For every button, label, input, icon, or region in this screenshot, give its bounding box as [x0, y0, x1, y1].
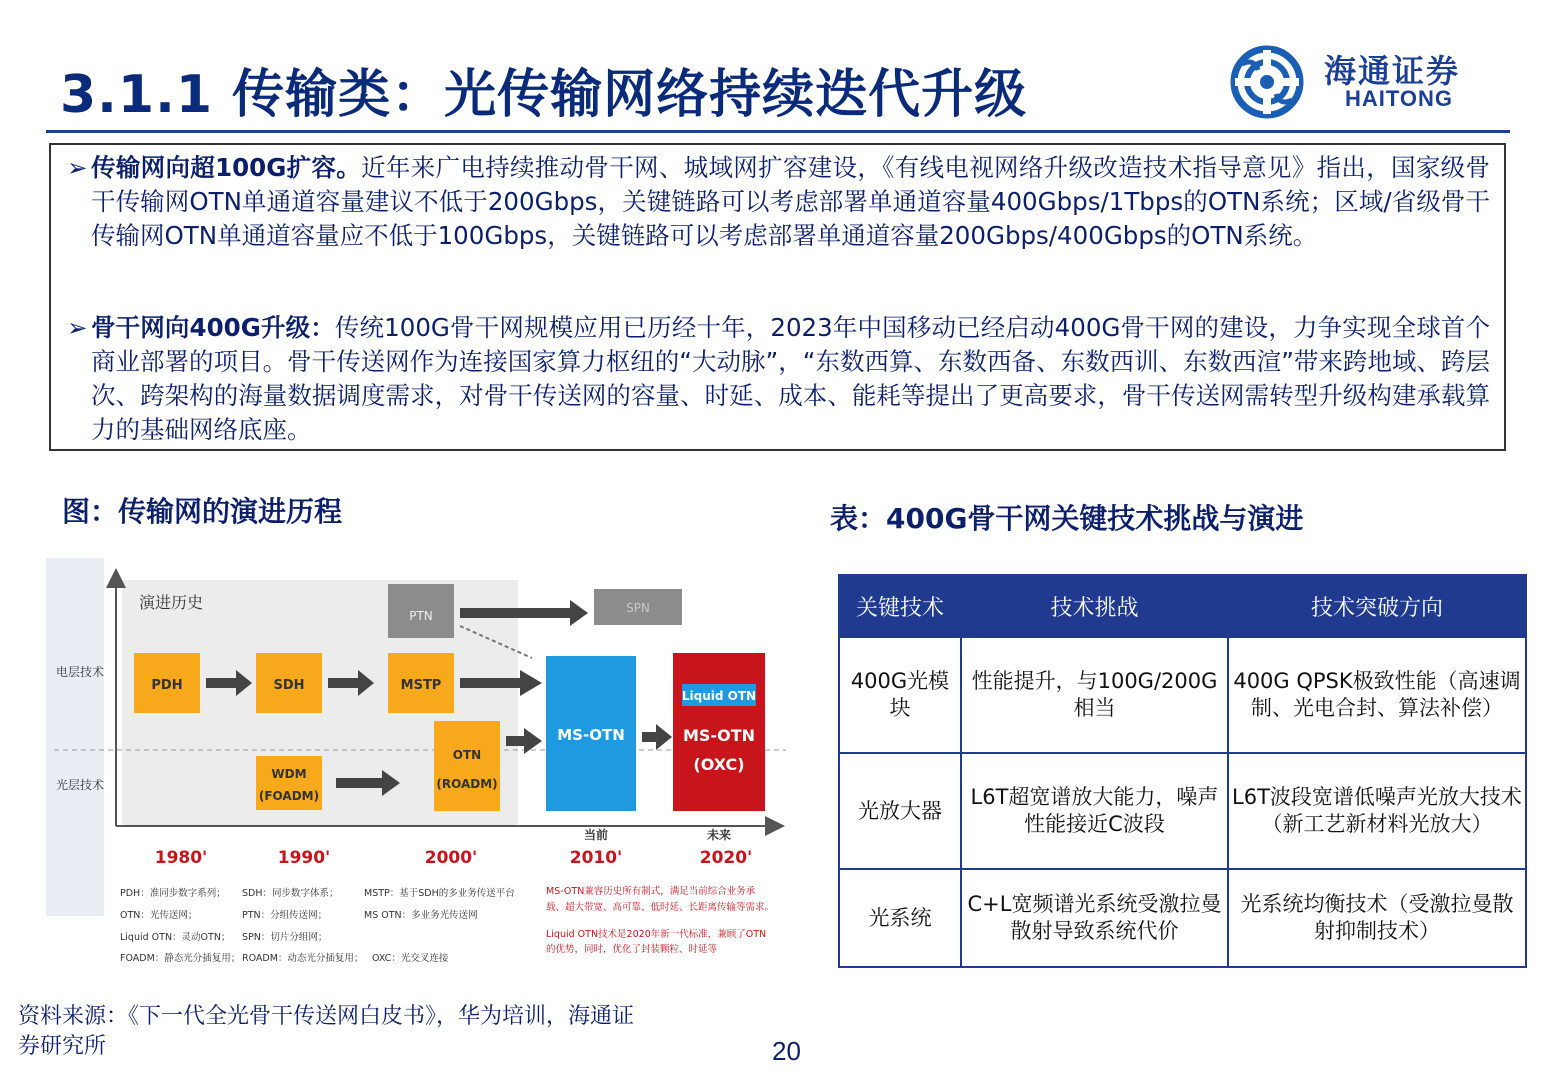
- paragraph-1-heading: 传输网向超100G扩容。: [91, 153, 362, 182]
- intro-paragraph-1: [67, 151, 1490, 253]
- otn-label: OTN: [452, 748, 482, 762]
- bullet-arrow-icon: ➢: [67, 153, 88, 182]
- svg-text:FOADM：静态光分插复用；: FOADM：静态光分插复用；: [120, 953, 241, 964]
- ptn-label: PTN: [409, 609, 433, 623]
- source-note: 资料来源：《下一代全光骨干传送网白皮书》，华为培训，海通证券研究所: [18, 1004, 635, 1059]
- table-cell: 400G QPSK极致性能（高速调制、光电合封、算法补偿）: [1228, 637, 1526, 753]
- table-header-row: [839, 575, 1526, 637]
- haitong-logo: [1228, 44, 1508, 120]
- ms-otn-label: MS-OTN: [557, 726, 625, 744]
- table-cell: L6T超宽谱放大能力，噪声性能接近C波段: [961, 753, 1228, 869]
- svg-text:PTN：分组传送网；: PTN：分组传送网；: [242, 910, 328, 921]
- tech-challenge-table: [838, 574, 1527, 968]
- table-caption: 表：400G骨干网关键技术挑战与演进: [830, 502, 1304, 535]
- col-header-challenge: 技术挑战: [961, 575, 1228, 637]
- table-cell: 光放大器: [839, 753, 961, 869]
- pdh-label: PDH: [151, 678, 183, 693]
- svg-text:SPN：切片分组网；: SPN：切片分组网；: [242, 932, 328, 943]
- otn-box: [434, 721, 500, 811]
- page-number: 20: [772, 1036, 801, 1066]
- table-row: [839, 753, 1526, 869]
- svg-text:Liquid OTN：灵动OTN；: Liquid OTN：灵动OTN；: [120, 932, 231, 943]
- table-cell: 光系统均衡技术（受激拉曼散射抑制技术）: [1228, 869, 1526, 967]
- logo-text-cn: 海通证券: [1324, 52, 1461, 90]
- oxc-label: (OXC): [693, 755, 745, 774]
- figure-caption: 图：传输网的演进历程: [62, 495, 343, 528]
- wdm-label: WDM: [271, 767, 307, 781]
- table-cell: C+L宽频谱光系统受激拉曼散射导致系统代价: [961, 869, 1228, 967]
- svg-text:SDH：同步数字体系；: SDH：同步数字体系；: [242, 888, 339, 899]
- svg-text:OXC：光交叉连接: OXC：光交叉连接: [372, 953, 449, 964]
- paragraph-1-body: 近年来广电持续推动骨干网、城域网扩容建设，《有线电视网络升级改造技术指导意见》指出，国家级骨干传输网OTN单通道容量建议不低于200Gbps，关键链路可以考虑部署单通道容量400Gbps/1Tbps的OTN系统；区域/省级骨干传输网OTN单通道容量应不低于100Gbps，关键链路可以考虑部署单通道容量200Gbps/400Gbps的OTN系统。: [91, 153, 1490, 250]
- svg-text:MS OTN：多业务光传送网: MS OTN：多业务光传送网: [364, 910, 478, 921]
- mstp-label: MSTP: [400, 678, 442, 693]
- sdh-label: SDH: [273, 678, 305, 693]
- year-2020: 2020': [699, 848, 753, 868]
- table-cell: L6T波段宽谱低噪声光放大技术（新工艺新材料光放大）: [1228, 753, 1526, 869]
- now-label: 当前: [583, 828, 609, 842]
- intro-box: [49, 143, 1506, 451]
- svg-text:的优势，同时，优化了封装颗粒、时延等: 的优势，同时，优化了封装颗粒、时延等: [546, 944, 718, 955]
- table-row: [839, 637, 1526, 753]
- bullet-arrow-icon: ➢: [67, 313, 88, 342]
- evolution-diagram: [46, 556, 792, 966]
- spn-label: SPN: [626, 601, 650, 615]
- logo-text-en: HAITONG: [1345, 86, 1454, 111]
- paragraph-2-body: 传统100G骨干网规模应用已历经十年，2023年中国移动已经启动400G骨干网的建设，力争实现全球首个商业部署的项目。骨干传送网作为连接国家算力枢纽的“大动脉”，“东数西算、东数西备、东数西训、东数西渲”带来跨地域、跨层次、跨架构的海量数据调度需求，对骨干传送网的容量、时延、成本、能耗等提出了更高要求，骨干传送网需转型升级构建承载算力的基础网络底座。: [91, 313, 1490, 444]
- abbreviation-legend: [120, 887, 515, 964]
- table-cell: 400G光模块: [839, 637, 961, 753]
- year-2000: 2000': [424, 848, 478, 868]
- future-label: 未来: [706, 828, 732, 842]
- svg-text:MS-OTN兼容历史所有制式，满足当前综合业务承: MS-OTN兼容历史所有制式，满足当前综合业务承: [546, 886, 756, 897]
- history-label: 演进历史: [139, 593, 204, 612]
- roadm-label: (ROADM): [436, 777, 498, 791]
- ms-otn-future-label: MS-OTN: [683, 726, 755, 745]
- year-1980: 1980': [154, 848, 208, 868]
- year-2010: 2010': [569, 848, 623, 868]
- liquid-otn-label: Liquid OTN: [681, 689, 757, 703]
- title-divider: [46, 130, 1510, 133]
- svg-text:Liquid OTN技术是2020年新一代标准，兼顾了OTN: Liquid OTN技术是2020年新一代标准，兼顾了OTN: [546, 929, 767, 940]
- svg-text:MSTP：基于SDH的多业务传送平台: MSTP：基于SDH的多业务传送平台: [364, 888, 515, 899]
- svg-text:载、超大带宽、高可靠、低时延、长距离传输等需求。: 载、超大带宽、高可靠、低时延、长距离传输等需求。: [546, 902, 775, 913]
- haitong-emblem-icon: [1228, 44, 1306, 120]
- optical-layer-label: 光层技术: [56, 778, 105, 792]
- svg-text:ROADM：动态光分插复用；: ROADM：动态光分插复用；: [242, 953, 364, 964]
- year-1990: 1990': [277, 848, 331, 868]
- diagram-notes: [546, 885, 774, 955]
- svg-text:PDH：准同步数字系列；: PDH：准同步数字系列；: [120, 888, 226, 899]
- svg-text:OTN：光传送网；: OTN：光传送网；: [120, 910, 198, 921]
- col-header-direction: 技术突破方向: [1228, 575, 1526, 637]
- page-title: 3.1.1 传输类：光传输网络持续迭代升级: [60, 65, 1028, 125]
- table-cell: 性能提升，与100G/200G相当: [961, 637, 1228, 753]
- col-header-tech: 关键技术: [839, 575, 961, 637]
- foadm-label: (FOADM): [258, 789, 320, 803]
- table-cell: 光系统: [839, 869, 961, 967]
- intro-paragraph-2: [67, 311, 1490, 447]
- diagram-side-panel: [46, 558, 104, 916]
- paragraph-2-heading: 骨干网向400G升级：: [91, 313, 335, 342]
- table-row: [839, 869, 1526, 967]
- electrical-layer-label: 电层技术: [56, 665, 105, 679]
